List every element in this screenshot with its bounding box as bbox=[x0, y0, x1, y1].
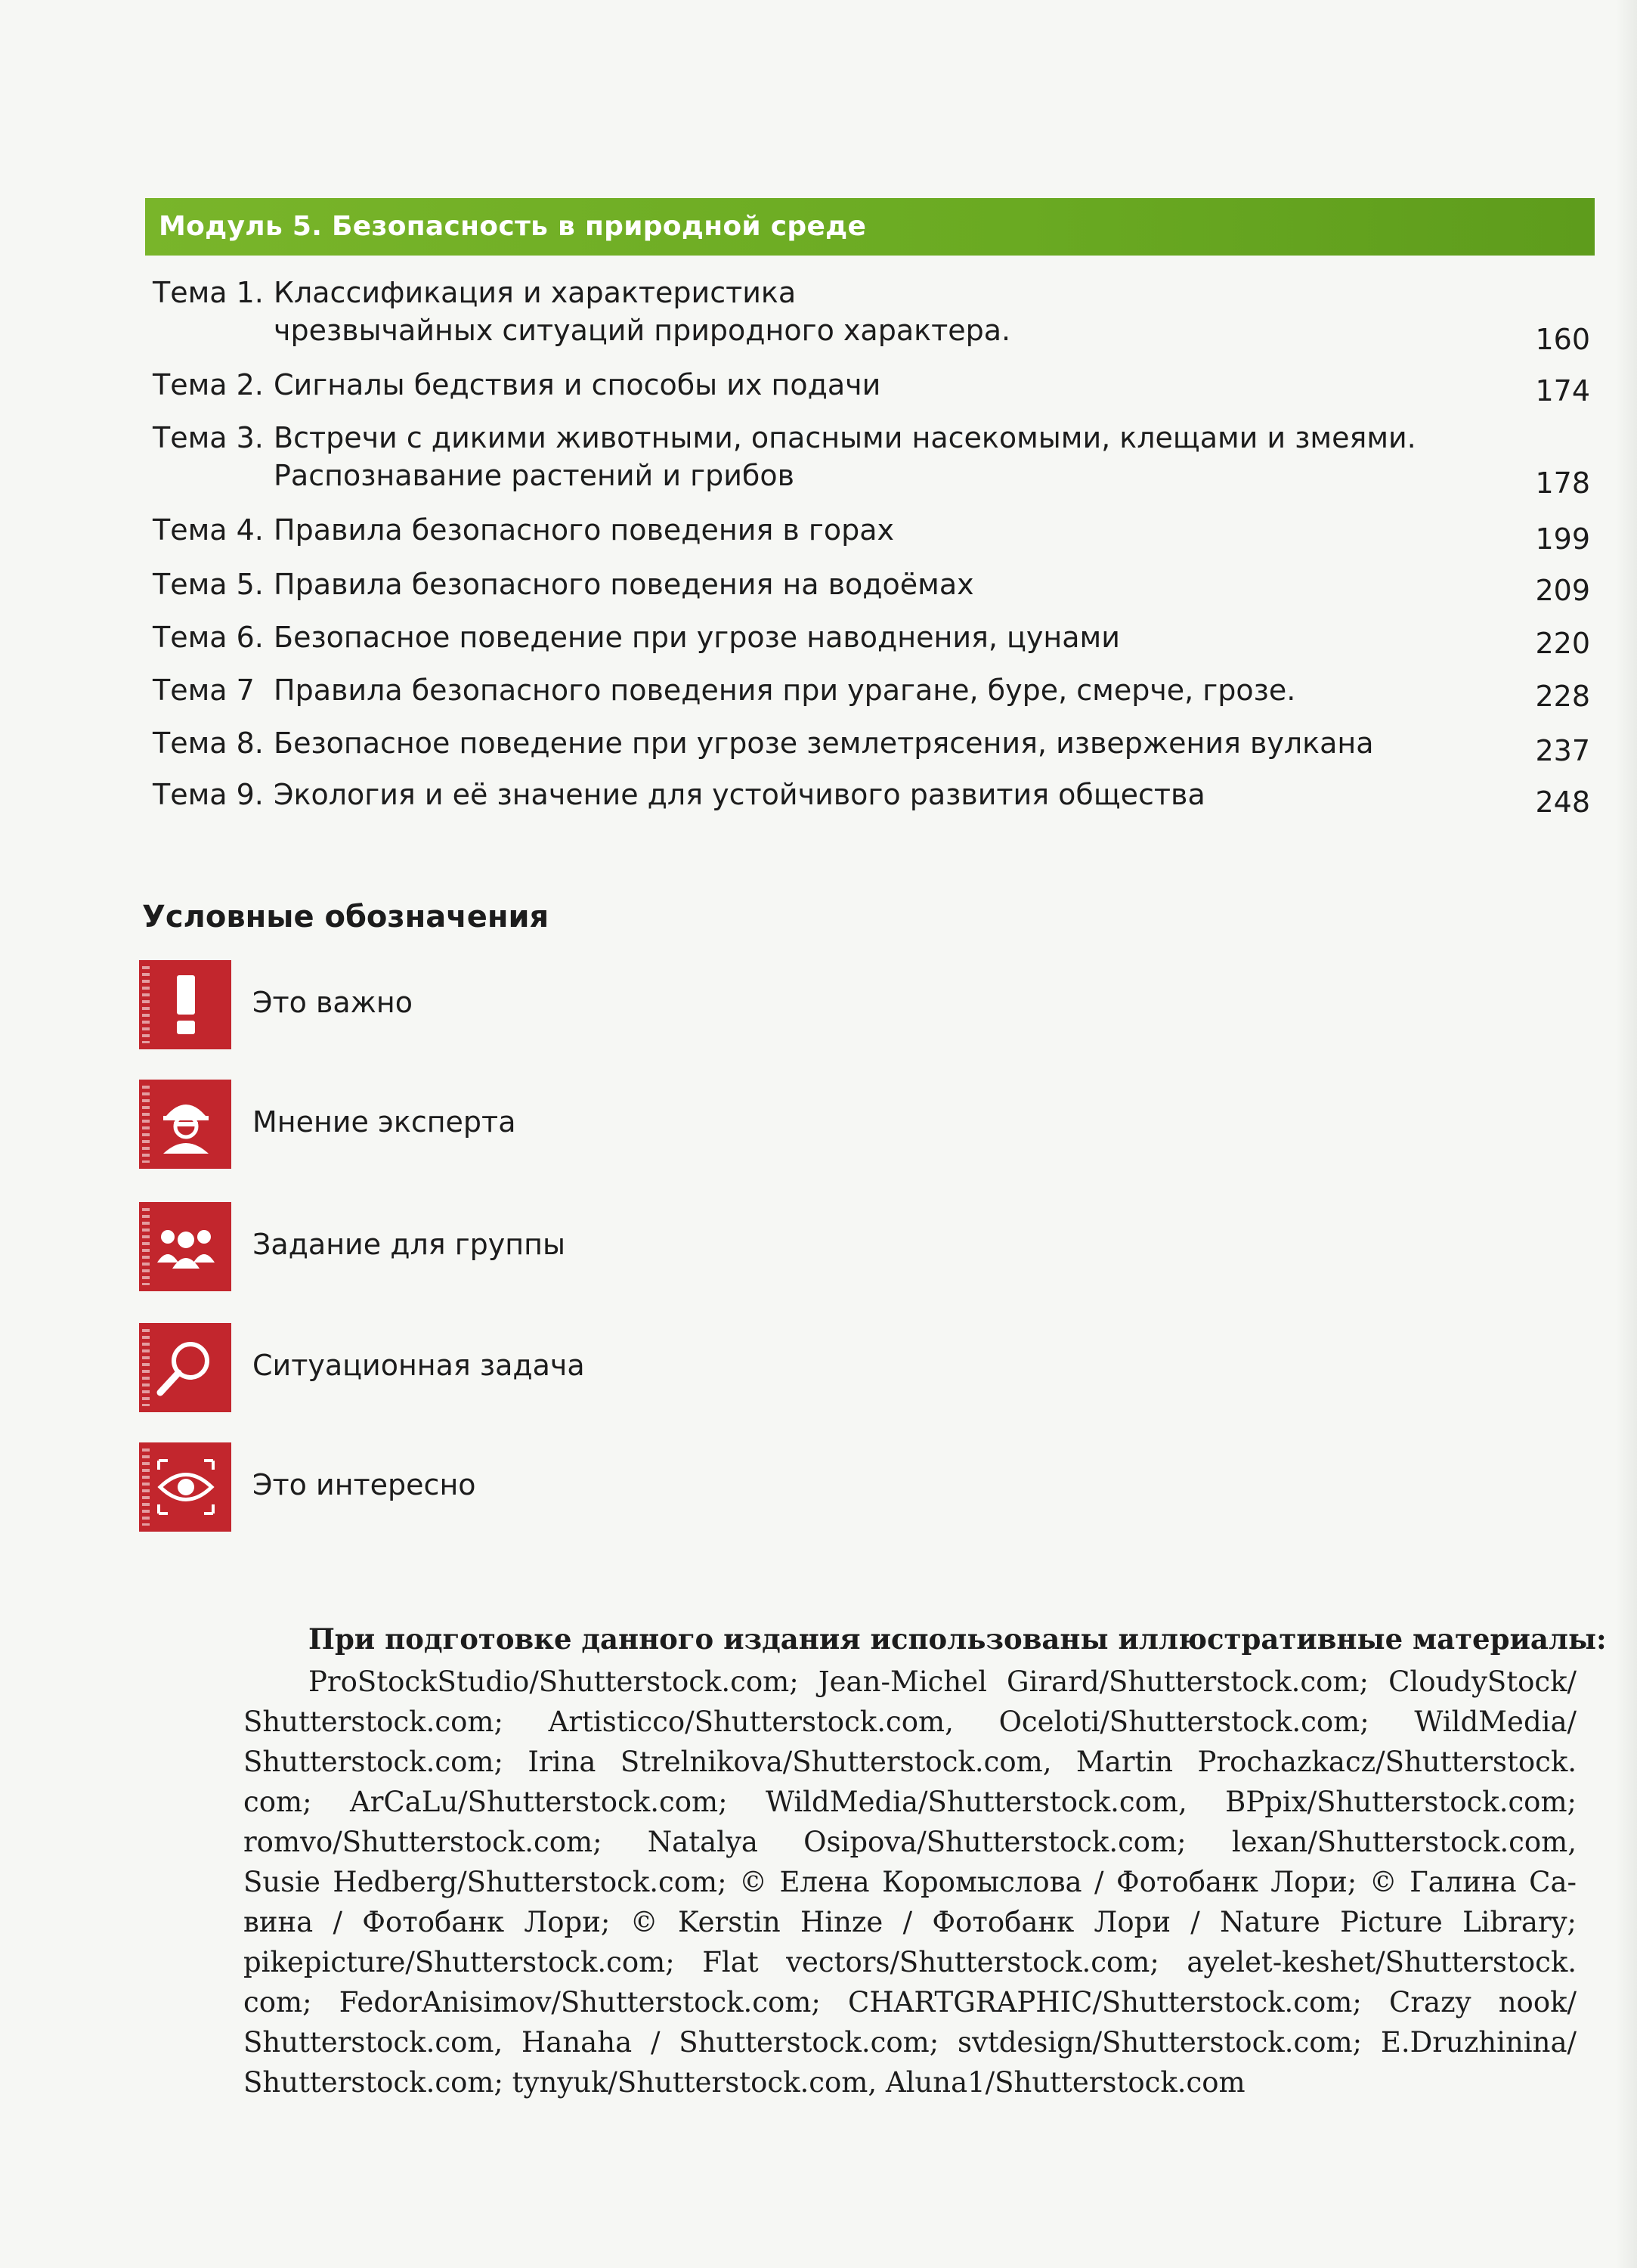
topic-title-line: Безопасное поведение при угрозе землетрясения, извержения вулкана bbox=[274, 727, 1374, 760]
topic-title-line: Правила безопасного поведения на водоёмах bbox=[274, 568, 974, 601]
topic-title bbox=[274, 618, 1453, 656]
topic-page-number: 174 bbox=[1535, 374, 1590, 407]
eye-icon bbox=[139, 1442, 231, 1532]
expert-icon bbox=[139, 1080, 231, 1169]
credits-line: com; ArCaLu/Shutterstock.com; WildMedia/Shutterstock.com, BPpix/Shutterstock.com; bbox=[243, 1786, 1577, 1818]
topic-page-number: 209 bbox=[1535, 574, 1590, 607]
credits-line: romvo/Shutterstock.com; Natalya Osipova/Shutterstock.com; lexan/Shutterstock.com, bbox=[243, 1826, 1577, 1858]
topic-title bbox=[274, 565, 1453, 603]
legend-item-interesting bbox=[139, 1442, 683, 1532]
legend-label: Мнение эксперта bbox=[252, 1105, 516, 1139]
topic-title bbox=[274, 724, 1453, 762]
topic-label: Тема 2. bbox=[153, 368, 264, 401]
topic-title-line: Правила безопасного поведения в горах bbox=[274, 513, 894, 547]
legend-item-expert bbox=[139, 1080, 683, 1169]
topic-label: Тема 5. bbox=[153, 568, 264, 601]
topic-page-number: 178 bbox=[1535, 466, 1590, 500]
credits-line: Susie Hedberg/Shutterstock.com; © Елена Коромыслова / Фотобанк Лори; © Галина Са- bbox=[243, 1866, 1577, 1898]
topic-item bbox=[150, 419, 1596, 500]
legend-title: Условные обозначения bbox=[142, 900, 549, 934]
credits-title: При подготовке данного издания использованы иллюстративные материалы: bbox=[308, 1622, 1607, 1656]
topic-item bbox=[150, 618, 1596, 660]
topic-page-number: 220 bbox=[1535, 627, 1590, 660]
topic-title-line: Встречи с дикими животными, опасными насекомыми, клещами и змеями. bbox=[274, 421, 1416, 454]
topic-title-line: Правила безопасного поведения при урагане, буре, смерче, грозе. bbox=[274, 674, 1296, 707]
credits-text bbox=[243, 1662, 1577, 2102]
topic-title-line: Распознавание растений и грибов bbox=[274, 459, 794, 492]
topic-page-number: 248 bbox=[1535, 785, 1590, 819]
page-edge bbox=[1616, 0, 1637, 2268]
topic-item bbox=[150, 274, 1596, 356]
legend-label: Ситуационная задача bbox=[252, 1349, 585, 1382]
topic-label: Тема 8. bbox=[153, 727, 264, 760]
topic-label: Тема 4. bbox=[153, 513, 264, 547]
module-title: Модуль 5. Безопасность в природной среде bbox=[159, 211, 867, 242]
topic-title bbox=[274, 776, 1453, 813]
credits-line: Shutterstock.com, Hanaha / Shutterstock.com; svtdesign/Shutterstock.com; E.Druzhinina/ bbox=[243, 2026, 1577, 2059]
topic-title bbox=[274, 274, 1453, 349]
credits-line: Shutterstock.com; Irina Strelnikova/Shutterstock.com, Martin Prochazkacz/Shutterstock. bbox=[243, 1746, 1577, 1778]
topic-title bbox=[274, 419, 1453, 494]
topic-title-line: Классификация и характеристика bbox=[274, 276, 797, 309]
topic-title-line: чрезвычайных ситуаций природного характера. bbox=[274, 314, 1011, 347]
credits-line: Shutterstock.com; Artisticco/Shutterstock.com, Oceloti/Shutterstock.com; WildMedia/ bbox=[243, 1706, 1577, 1738]
credits-line: вина / Фотобанк Лори; © Kerstin Hinze / Фотобанк Лори / Nature Picture Library; bbox=[243, 1906, 1577, 1938]
topic-label: Тема 7 bbox=[153, 674, 255, 707]
credits-line: pikepicture/Shutterstock.com; Flat vectors/Shutterstock.com; ayelet-keshet/Shutterstock. bbox=[243, 1946, 1577, 1978]
topic-title bbox=[274, 366, 1453, 404]
credits-line: com; FedorAnisimov/Shutterstock.com; CHARTGRAPHIC/Shutterstock.com; Crazy nook/ bbox=[243, 1986, 1577, 2019]
topic-page-number: 160 bbox=[1535, 323, 1590, 356]
topic-page-number: 237 bbox=[1535, 734, 1590, 767]
legend-label: Это важно bbox=[252, 986, 413, 1019]
topic-item bbox=[150, 671, 1596, 713]
topic-label: Тема 6. bbox=[153, 621, 264, 654]
module-header-bar bbox=[145, 198, 1595, 256]
magnifier-icon bbox=[139, 1323, 231, 1412]
topic-label: Тема 9. bbox=[153, 778, 264, 811]
topic-page-number: 228 bbox=[1535, 680, 1590, 713]
legend-item-situational-task bbox=[139, 1323, 683, 1412]
topic-item bbox=[150, 565, 1596, 607]
topic-item bbox=[150, 366, 1596, 407]
legend-label: Задание для группы bbox=[252, 1228, 565, 1261]
legend-item-group-task bbox=[139, 1202, 683, 1291]
topic-item bbox=[150, 511, 1596, 556]
topic-title-line: Экология и её значение для устойчивого развития общества bbox=[274, 778, 1205, 811]
topic-item bbox=[150, 776, 1596, 819]
legend-label: Это интересно bbox=[252, 1468, 476, 1501]
topic-title-line: Безопасное поведение при угрозе наводнения, цунами bbox=[274, 621, 1120, 654]
topic-label: Тема 3. bbox=[153, 421, 264, 454]
topic-title bbox=[274, 511, 1453, 549]
topic-title bbox=[274, 671, 1453, 709]
group-icon bbox=[139, 1202, 231, 1291]
topic-item bbox=[150, 724, 1596, 767]
credits-line: ProStockStudio/Shutterstock.com; Jean-Michel Girard/Shutterstock.com; CloudyStock/ bbox=[308, 1665, 1577, 1698]
credits-line: Shutterstock.com; tynyuk/Shutterstock.com, Aluna1/Shutterstock.com bbox=[243, 2066, 1246, 2099]
topic-label: Тема 1. bbox=[153, 276, 264, 309]
exclamation-icon bbox=[139, 960, 231, 1049]
topic-page-number: 199 bbox=[1535, 522, 1590, 556]
legend-item-important bbox=[139, 960, 683, 1049]
topic-title-line: Сигналы бедствия и способы их подачи bbox=[274, 368, 881, 401]
